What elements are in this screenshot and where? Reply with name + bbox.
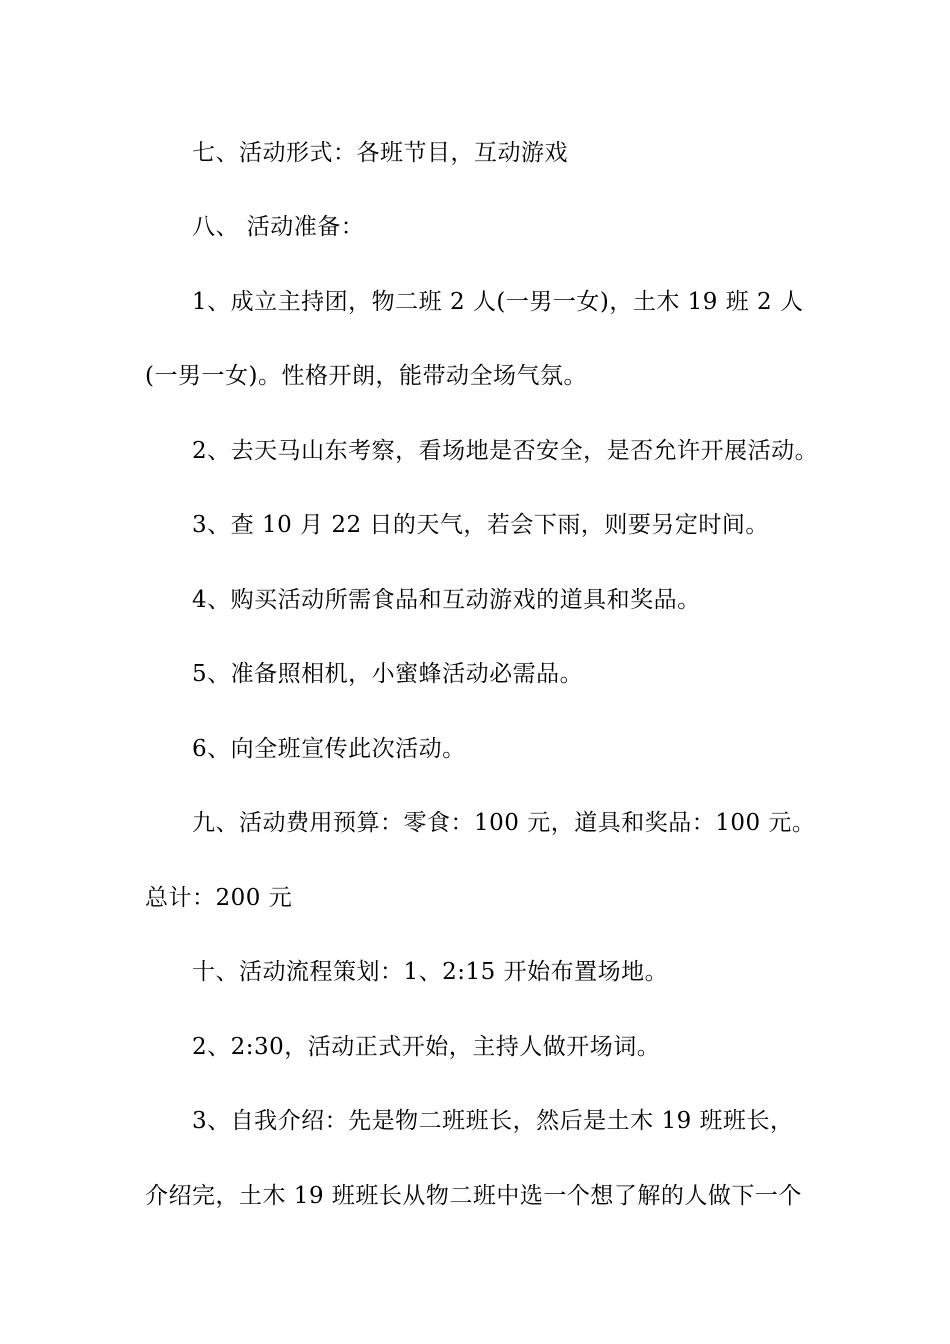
paragraph-prep-item-6: 6、向全班宣传此次活动。 <box>192 736 466 762</box>
paragraph-preparation-heading: 八、 活动准备： <box>192 214 365 240</box>
paragraph-prep-item-1: 1、成立主持团，物二班 2 人(一男一女)，土木 19 班 2 人 <box>192 289 804 315</box>
paragraph-process-heading: 十、活动流程策划：1、2:15 开始布置场地。 <box>192 959 669 985</box>
paragraph-budget-total: 总计：200 元 <box>145 885 293 911</box>
paragraph-prep-item-4: 4、购买活动所需食品和互动游戏的道具和奖品。 <box>192 587 701 613</box>
paragraph-prep-item-1-cont: (一男一女)。性格开朗，能带动全场气氛。 <box>145 363 587 389</box>
paragraph-prep-item-3: 3、查 10 月 22 日的天气，若会下雨，则要另定时间。 <box>192 512 769 538</box>
paragraph-process-item-2: 2、2:30，活动正式开始，主持人做开场词。 <box>192 1034 661 1060</box>
paragraph-prep-item-5: 5、准备照相机，小蜜蜂活动必需品。 <box>192 661 584 687</box>
paragraph-activity-format: 七、活动形式：各班节目，互动游戏 <box>192 140 568 166</box>
paragraph-budget: 九、活动费用预算：零食：100 元，道具和奖品：100 元。 <box>192 810 816 836</box>
paragraph-process-item-3-cont: 介绍完，土木 19 班班长从物二班中选一个想了解的人做下一个 <box>145 1183 802 1209</box>
paragraph-prep-item-2: 2、去天马山东考察，看场地是否安全，是否允许开展活动。 <box>192 438 819 464</box>
paragraph-process-item-3: 3、自我介绍：先是物二班班长，然后是土木 19 班班长， <box>192 1108 794 1134</box>
